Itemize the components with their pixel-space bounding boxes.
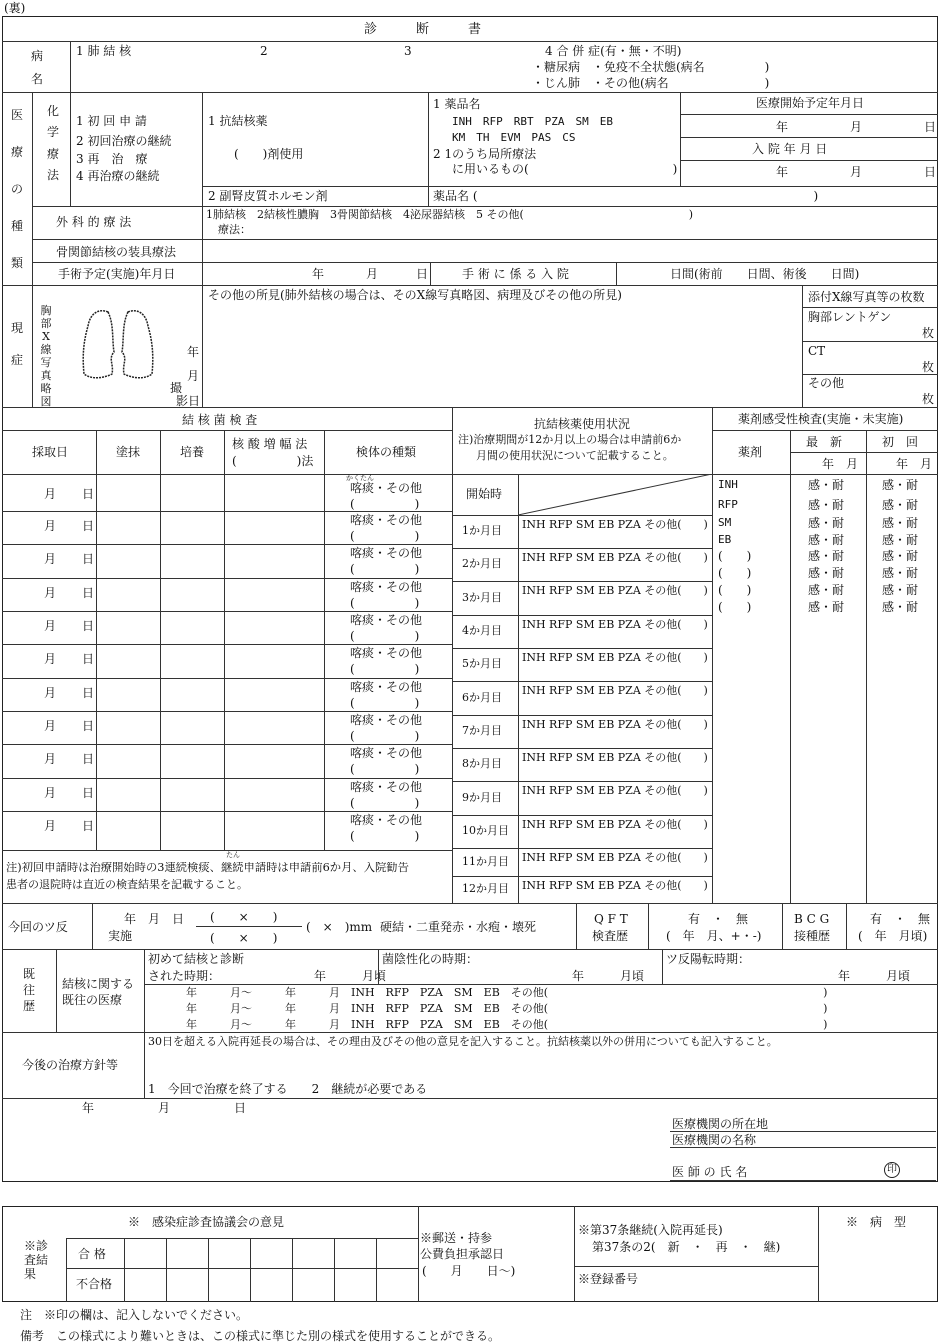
sensitivity-title: 薬剤感受性検査(実施・未実施) [738, 412, 904, 426]
xray-shot: 撮 [170, 381, 183, 395]
sens-drug-4: EB [718, 533, 732, 546]
bcg-label-2: 接種歴 [794, 929, 831, 943]
complication-sub-1: ・糖尿病 ・免疫不全状態(病名 ) [532, 60, 770, 74]
usage-row-line-1 [452, 515, 712, 516]
bac-paren-7: ( ) [350, 696, 420, 710]
usage-month-11: 11か月目 [462, 855, 509, 868]
usage-drugs-11: INH RFP SM EB PZA その他( ) [522, 851, 708, 864]
usage-row-line-5 [452, 648, 712, 649]
footnote-1: 注 ※印の欄は、記入しないでください。 [20, 1308, 249, 1322]
bac-specimen-11: 喀痰・その他 [350, 813, 423, 827]
plan-label: 今後の治療方針等 [22, 1058, 119, 1072]
bac-row-line-6 [2, 644, 452, 645]
negative-time: 菌陰性化の時期： [382, 952, 479, 966]
usage-row-line-6 [452, 681, 712, 682]
attach-label: 添付X線写真等の枚数 [808, 290, 925, 304]
bac-specimen-2: 喀痰・その他 [350, 513, 423, 527]
sens-result-4-first: 感・耐 [882, 533, 919, 547]
bac-specimen-5: 喀痰・その他 [350, 613, 423, 627]
usage-row-line-10 [452, 815, 712, 816]
tb-drug: 1 抗結核薬 [208, 114, 268, 128]
sens-result-1-latest: 感・耐 [808, 478, 845, 492]
bac-paren-6: ( ) [350, 662, 420, 676]
result-label: ※診査結果 [24, 1239, 49, 1281]
bac-row-line-2 [2, 511, 452, 512]
sheets-3: 枚 [922, 392, 935, 406]
specimen-ruby: かくたん [346, 474, 374, 482]
start-date-label: 医療開始予定年月日 [756, 96, 865, 110]
start-month: 月 [850, 120, 863, 134]
start-day: 日 [924, 120, 937, 134]
sens-drug-5: ( ) [718, 549, 752, 563]
col-culture: 培養 [180, 445, 205, 459]
dose: ( )剤使用 [234, 147, 304, 161]
history-sub-1: 結核に関する [62, 977, 135, 991]
sens-result-3-latest: 感・耐 [808, 516, 845, 530]
sens-result-5-latest: 感・耐 [808, 549, 845, 563]
adm-month: 月 [850, 165, 863, 179]
usage-row-line-12 [452, 876, 712, 877]
usage-month-3: 3か月目 [462, 591, 502, 604]
drug-list-1: INH RFP RBT PZA SM EB [452, 115, 613, 128]
sens-result-5-first: 感・耐 [882, 549, 919, 563]
current-label: 現 症 [10, 321, 23, 367]
history-row-3: 年 月～ 年 月 INH RFP PZA SM EB その他( ) [186, 1018, 828, 1031]
bac-specimen-3: 喀痰・その他 [350, 546, 423, 560]
tuberculin-findings: 硬結・二重発赤・水疱・壊死 [380, 920, 537, 934]
history-label: 既 往 歴 [22, 967, 35, 1013]
col-date: 採取日 [32, 445, 69, 459]
qft-label: Q F T [594, 912, 628, 926]
bac-day-3: 日 [82, 552, 95, 566]
bac-paren-11: ( ) [350, 829, 420, 843]
admission-label: 入 院 年 月 日 [752, 142, 828, 156]
usage-row-line-2 [452, 548, 712, 549]
sens-drug-8: ( ) [718, 600, 752, 614]
sens-drug-2: RFP [718, 498, 738, 511]
local-use-1: 2 1のうち局所療法 [433, 147, 537, 161]
sheets-2: 枚 [922, 360, 935, 374]
orthosis-label: 骨関節結核の装具療法 [56, 245, 177, 259]
usage-drugs-10: INH RFP SM EB PZA その他( ) [522, 818, 708, 831]
sens-ym-2: 年 月 [896, 457, 933, 471]
note-ruby: たん [226, 851, 240, 859]
sens-result-2-first: 感・耐 [882, 498, 919, 512]
sens-result-2-latest: 感・耐 [808, 498, 845, 512]
surg-day: 日 [416, 267, 429, 281]
bac-paren-10: ( ) [350, 796, 420, 810]
approval-date: ( 月 日～) [422, 1264, 516, 1278]
bac-day-1: 日 [82, 487, 95, 501]
sens-drug-7: ( ) [718, 583, 752, 597]
bac-month-10: 月 [44, 786, 57, 800]
bac-paren-9: ( ) [350, 762, 420, 776]
bac-paren-1: ( ) [350, 497, 420, 511]
history-row-2: 年 月～ 年 月 INH RFP PZA SM EB その他( ) [186, 1002, 828, 1015]
treatment-label: 医 療 の 種 類 [10, 107, 23, 271]
sens-result-6-latest: 感・耐 [808, 566, 845, 580]
surgery-method: 療法： [218, 223, 251, 236]
bac-paren-2: ( ) [350, 529, 420, 543]
qft-value-2: ( 年 月、+・-) [666, 929, 762, 943]
hospital-address: 医療機関の所在地 [672, 1117, 769, 1131]
page-label: (裏) [4, 1, 26, 15]
usage-month-12: 12か月目 [462, 882, 509, 895]
bac-day-5: 日 [82, 619, 95, 633]
bac-specimen-9: 喀痰・その他 [350, 746, 423, 760]
bac-day-6: 日 [82, 652, 95, 666]
bac-month-9: 月 [44, 752, 57, 766]
bac-day-11: 日 [82, 819, 95, 833]
complication: 4 合 併 症(有・無・不明) [545, 44, 682, 58]
bac-paren-8: ( ) [350, 729, 420, 743]
usage-drugs-6: INH RFP SM EB PZA その他( ) [522, 684, 708, 697]
complication-sub-2: ・じん肺 ・その他(病名 ) [532, 76, 770, 90]
local-use-2: に用いるもの( ) [452, 162, 678, 176]
bac-specimen-4: 喀痰・その他 [350, 580, 423, 594]
usage-note-2: 月間の使用状況について記載すること。 [476, 449, 674, 462]
first-diag-ym: 年 月頃 [314, 969, 387, 983]
usage-month-2: 2か月目 [462, 557, 502, 570]
usage-row-line-4 [452, 615, 712, 616]
usage-drugs-9: INH RFP SM EB PZA その他( ) [522, 784, 708, 797]
bcg-value-1: 有 ・ 無 [870, 912, 931, 926]
sig-month: 月 [158, 1101, 171, 1115]
usage-month-4: 4か月目 [462, 624, 502, 637]
steroid: 2 副腎皮質ホルモン剤 [208, 189, 328, 203]
sens-ym-1: 年 月 [822, 457, 859, 471]
sens-result-1-first: 感・耐 [882, 478, 919, 492]
lung-sketch [78, 304, 158, 384]
sens-result-6-first: 感・耐 [882, 566, 919, 580]
sens-drug-6: ( ) [718, 566, 752, 580]
result-pass: 合 格 [78, 1247, 106, 1261]
bac-month-1: 月 [44, 487, 57, 501]
usage-drugs-12: INH RFP SM EB PZA その他( ) [522, 879, 708, 892]
result-fail: 不合格 [76, 1277, 113, 1291]
first-diagnosis: 初めて結核と診断 [148, 952, 245, 966]
tuberculin-paren-2: ( × ) [210, 931, 278, 945]
bac-month-3: 月 [44, 552, 57, 566]
plan-text: 30日を超える入院再延長の場合は、その理由及びその他の意見を記入すること。抗結核薬以外の併用についても記入すること。 [148, 1035, 778, 1048]
bac-row-line-5 [2, 611, 452, 612]
approval-date-label: 公費負担承認日 [420, 1247, 505, 1261]
bacteria-title: 結 核 菌 検 査 [182, 413, 258, 427]
disease-item-3: 3 [404, 44, 412, 58]
form-title: 診 断 書 [364, 22, 482, 37]
bac-day-4: 日 [82, 586, 95, 600]
doctor-name: 医 師 の 氏 名 [672, 1165, 748, 1179]
art37: ※第37条継続(入院再延長) [578, 1223, 723, 1237]
tsu-positive: ツ反陽転時期： [666, 952, 751, 966]
xray-label: 胸 部 X 線 写 真 略 図 [40, 304, 52, 408]
bac-day-10: 日 [82, 786, 95, 800]
art37-2: 第37条の2( 新 ・ 再 ・ 継) [592, 1240, 781, 1254]
hospital-name: 医療機関の名称 [672, 1133, 757, 1147]
sens-first: 初 回 [882, 435, 919, 449]
tuberculin-date: 年 月 日 [124, 912, 185, 926]
bac-month-6: 月 [44, 652, 57, 666]
history-row-1: 年 月～ 年 月 INH RFP PZA SM EB その他( ) [186, 986, 828, 999]
usage-month-10: 10か月目 [462, 824, 509, 837]
usage-row-line-9 [452, 781, 712, 782]
sens-latest: 最 新 [806, 435, 843, 449]
chem-item-3: 3 再 治 療 [76, 152, 148, 166]
usage-start: 開始時 [466, 487, 503, 501]
negative-ym: 年 月頃 [572, 969, 645, 983]
steroid-name: 薬品名 ( ) [433, 189, 819, 203]
attach-ct: CT [808, 344, 826, 358]
first-diagnosis-2: された時期： [148, 969, 221, 983]
usage-drugs-1: INH RFP SM EB PZA その他( ) [522, 518, 708, 531]
sens-result-8-latest: 感・耐 [808, 600, 845, 614]
usage-row-line-7 [452, 715, 712, 716]
attach-other: その他 [808, 376, 845, 390]
chem-item-1: 1 初 回 申 請 [76, 114, 147, 128]
sens-drug-3: SM [718, 516, 732, 529]
usage-drugs-4: INH RFP SM EB PZA その他( ) [522, 618, 708, 631]
bac-day-2: 日 [82, 519, 95, 533]
bac-row-line-3 [2, 544, 452, 545]
bac-month-11: 月 [44, 819, 57, 833]
sens-drug-1: INH [718, 478, 738, 491]
start-year: 年 [776, 120, 789, 134]
sig-year: 年 [82, 1101, 95, 1115]
xray-month: 月 [187, 369, 200, 383]
seal-icon: 印 [884, 1162, 900, 1178]
qft-label-2: 検査歴 [592, 929, 629, 943]
usage-month-1: 1か月目 [462, 524, 502, 537]
tsu-ym: 年 月頃 [838, 969, 911, 983]
sig-day: 日 [234, 1101, 247, 1115]
bac-row-line-11 [2, 811, 452, 812]
sens-drug-col: 薬剤 [738, 445, 763, 459]
surgery-label: 外 科 的 療 法 [56, 215, 132, 229]
col-nat-method: ( )法 [232, 454, 314, 468]
footnote-2: 備考 この様式により難いときは、この様式に準じた別の様式を使用することができる。 [20, 1329, 501, 1343]
disease-label: 病 名 [30, 48, 43, 86]
usage-row-line-11 [452, 848, 712, 849]
registration-no: ※登録番号 [578, 1272, 639, 1286]
surgery-admission-label: 手 術 に 係 る 入 院 [462, 267, 569, 281]
xray-year: 年 [187, 345, 200, 359]
bac-specimen-1: 喀痰・その他 [350, 481, 423, 495]
bacteria-note-2: 患者の退院時は直近の検査結果を記載すること。 [6, 878, 248, 891]
sens-result-7-latest: 感・耐 [808, 583, 845, 597]
xray-day: 影日 [176, 394, 201, 408]
bac-specimen-6: 喀痰・その他 [350, 646, 423, 660]
bac-paren-3: ( ) [350, 562, 420, 576]
col-nat: 核 酸 増 幅 法 [232, 437, 308, 451]
usage-note-1: 注)治療期間が12か月以上の場合は申請前6か [458, 433, 682, 446]
sens-result-8-first: 感・耐 [882, 600, 919, 614]
surg-month: 月 [366, 267, 379, 281]
usage-drugs-2: INH RFP SM EB PZA その他( ) [522, 551, 708, 564]
council-label: ※ 感染症診査協議会の意見 [128, 1215, 285, 1229]
disease-type: ※ 病 型 [846, 1215, 907, 1229]
start-diagonal [518, 474, 712, 515]
plan-options: 1 今回で治療を終了する 2 継続が必要である [148, 1082, 428, 1096]
usage-month-9: 9か月目 [462, 791, 502, 804]
bac-month-2: 月 [44, 519, 57, 533]
usage-title: 抗結核薬使用状況 [534, 417, 631, 431]
usage-month-7: 7か月目 [462, 724, 502, 737]
bcg-label: B C G [794, 912, 830, 926]
bac-row-line-9 [2, 744, 452, 745]
other-findings: その他の所見(肺外結核の場合は、そのX線写真略図、病理及びその他の所見) [208, 288, 622, 302]
tuberculin-label: 今回のツ反 [8, 920, 68, 934]
usage-month-6: 6か月目 [462, 691, 502, 704]
bac-specimen-10: 喀痰・その他 [350, 780, 423, 794]
chem-item-4: 4 再治療の継続 [76, 169, 160, 183]
qft-value-1: 有 ・ 無 [688, 912, 749, 926]
disease-item-1: 1 肺 結 核 [76, 44, 132, 58]
surgery-days: 日間(術前 日間、術後 日間) [670, 267, 860, 281]
usage-row-line-3 [452, 581, 712, 582]
bacteria-note-1: 注)初回申請時は治療開始時の3連続検痰、継続申請時は申請前6か月、入院勧告 [6, 862, 409, 874]
sens-result-4-latest: 感・耐 [808, 533, 845, 547]
disease-item-2: 2 [260, 44, 268, 58]
attach-chest: 胸部レントゲン [808, 310, 892, 324]
drug-name: 1 薬品名 [433, 97, 481, 111]
bac-row-line-10 [2, 778, 452, 779]
bac-month-4: 月 [44, 586, 57, 600]
adm-year: 年 [776, 165, 789, 179]
tuberculin-paren-1: ( × ) [210, 910, 278, 924]
bac-row-line-8 [2, 711, 452, 712]
tuberculin-mm: ( × )mm [306, 920, 373, 934]
usage-drugs-3: INH RFP SM EB PZA その他( ) [522, 584, 708, 597]
drug-list-2: KM TH EVM PAS CS [452, 131, 576, 144]
bac-row-line-7 [2, 678, 452, 679]
bac-specimen-7: 喀痰・その他 [350, 680, 423, 694]
bac-paren-5: ( ) [350, 629, 420, 643]
bac-day-9: 日 [82, 752, 95, 766]
usage-row-line-8 [452, 748, 712, 749]
usage-month-5: 5か月目 [462, 657, 502, 670]
usage-month-8: 8か月目 [462, 757, 502, 770]
sens-result-7-first: 感・耐 [882, 583, 919, 597]
col-smear: 塗抹 [116, 445, 141, 459]
sheets-1: 枚 [922, 326, 935, 340]
chem-item-2: 2 初回治療の継続 [76, 134, 172, 148]
bac-paren-4: ( ) [350, 596, 420, 610]
bac-day-7: 日 [82, 686, 95, 700]
usage-drugs-8: INH RFP SM EB PZA その他( ) [522, 751, 708, 764]
usage-drugs-5: INH RFP SM EB PZA その他( ) [522, 651, 708, 664]
bac-row-line-4 [2, 578, 452, 579]
surgery-items: 1肺結核 2結核性膿胸 3骨関節結核 4泌尿器結核 5 その他( ) [206, 208, 694, 221]
bac-specimen-8: 喀痰・その他 [350, 713, 423, 727]
bac-month-5: 月 [44, 619, 57, 633]
bac-month-7: 月 [44, 686, 57, 700]
history-sub-2: 既往の医療 [62, 993, 123, 1007]
chem-label: 化 学 療 法 [46, 103, 59, 183]
mail-label: ※郵送・持参 [420, 1231, 493, 1245]
surg-year: 年 [312, 267, 325, 281]
col-specimen: 検体の種類 [356, 445, 417, 459]
bcg-value-2: ( 年 月頃) [858, 929, 928, 943]
bac-month-8: 月 [44, 719, 57, 733]
surgery-date-label: 手術予定(実施)年月日 [58, 267, 176, 281]
tuberculin-done: 実施 [108, 929, 133, 943]
sens-result-3-first: 感・耐 [882, 516, 919, 530]
usage-drugs-7: INH RFP SM EB PZA その他( ) [522, 718, 708, 731]
bac-day-8: 日 [82, 719, 95, 733]
adm-day: 日 [924, 165, 937, 179]
